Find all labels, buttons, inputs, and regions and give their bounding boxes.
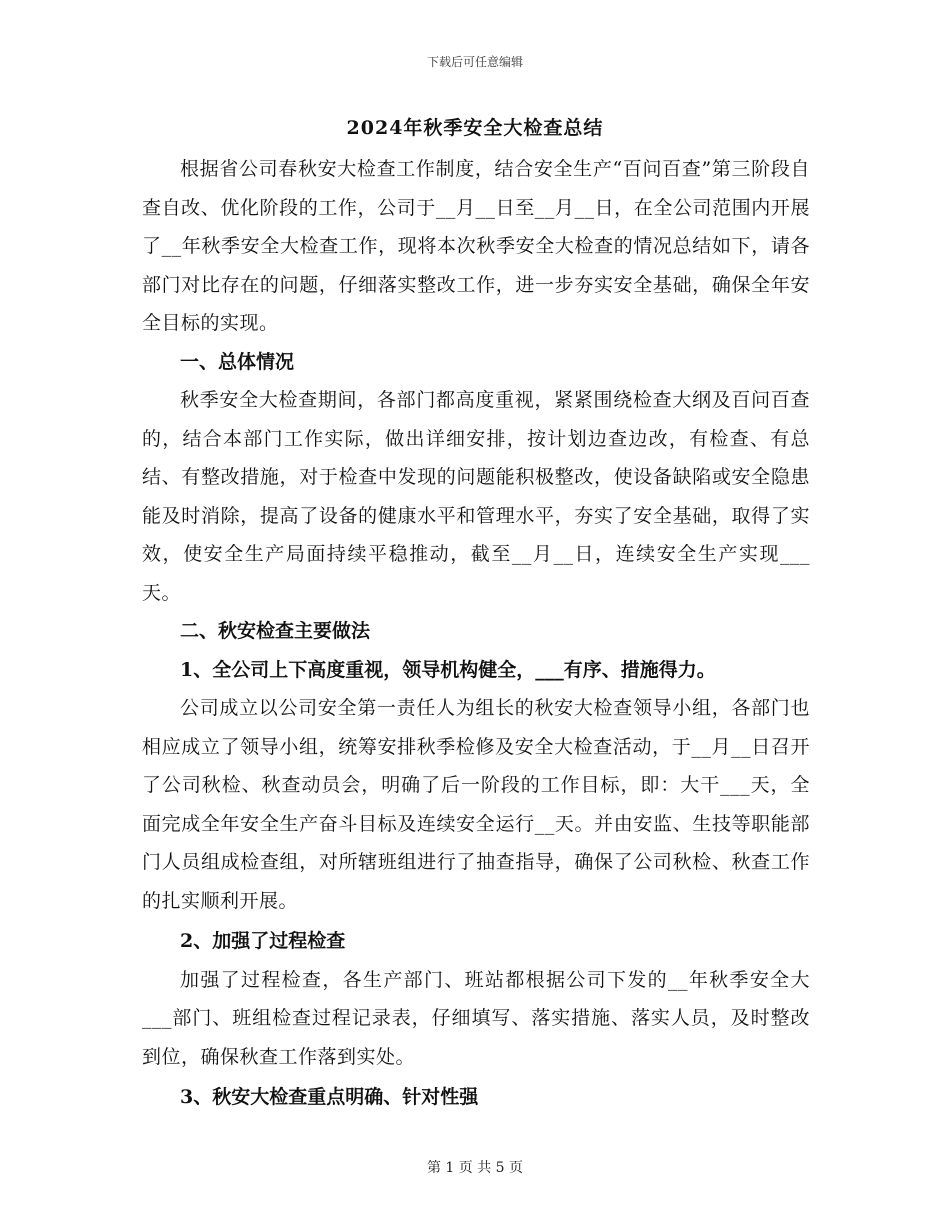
document-body <box>142 150 810 1117</box>
subsection3-heading: 3、秋安大检查重点明确、针对性强 <box>180 1086 479 1108</box>
subsection1-heading: 1、全公司上下高度重视，领导机构健全，___有序、措施得力。 <box>180 658 716 681</box>
subsection2-paragraph: 加强了过程检查，各生产部门、班站都根据公司下发的__年秋季安全大___部门、班组检查过程记录表，仔细填写、落实措施、落实人员，及时整改到位，确保秋查工作落到实处。 <box>142 968 810 1068</box>
subsection1-paragraph: 公司成立以公司安全第一责任人为组长的秋安大检查领导小组，各部门也相应成立了领导小组，统筹安排秋季检修及安全大检查活动，于__月__日召开了公司秋检、秋查动员会，明确了后一阶段的工作目标，即：大干___天，全面完成全年安全生产奋斗目标及连续安全运行__天。并由安监、生技等职能部门人员组成检查组，对所辖班组进行了抽查指导，确保了公司秋检、秋查工作的扎实顺利开展。 <box>142 697 810 912</box>
section1-paragraph: 秋季安全大检查期间，各部门都高度重视，紧紧围绕检查大纲及百问百查的，结合本部门工作实际，做出详细安排，按计划边查边改，有检查、有总结、有整改措施，对于检查中发现的问题能积极整改，使设备缺陷或安全隐患能及时消除，提高了设备的健康水平和管理水平，夯实了安全基础，取得了实效，使安全生产局面持续平稳推动，截至__月__日，连续安全生产实现___天。 <box>142 389 810 604</box>
page-footer: 第 1 页 共 5 页 <box>426 1160 524 1176</box>
section1-heading: 一、总体情况 <box>180 350 295 373</box>
document-title: 2024年秋季安全大检查总结 <box>346 117 604 139</box>
section2-heading: 二、秋安检查主要做法 <box>180 620 371 642</box>
header-note: 下载后可任意编辑 <box>426 55 523 69</box>
intro-paragraph: 根据省公司春秋安大检查工作制度，结合安全生产“百问百查”第三阶段自查自改、优化阶段的工作，公司于__月__日至__月__日，在全公司范围内开展了__年秋季安全大检查工作，现将本次秋季安全大检查的情况总结如下，请各部门对比存在的问题，仔细落实整改工作，进一步夯实安全基础，确保全年安全目标的实现。 <box>142 158 810 334</box>
subsection2-heading: 2、加强了过程检查 <box>180 930 346 952</box>
